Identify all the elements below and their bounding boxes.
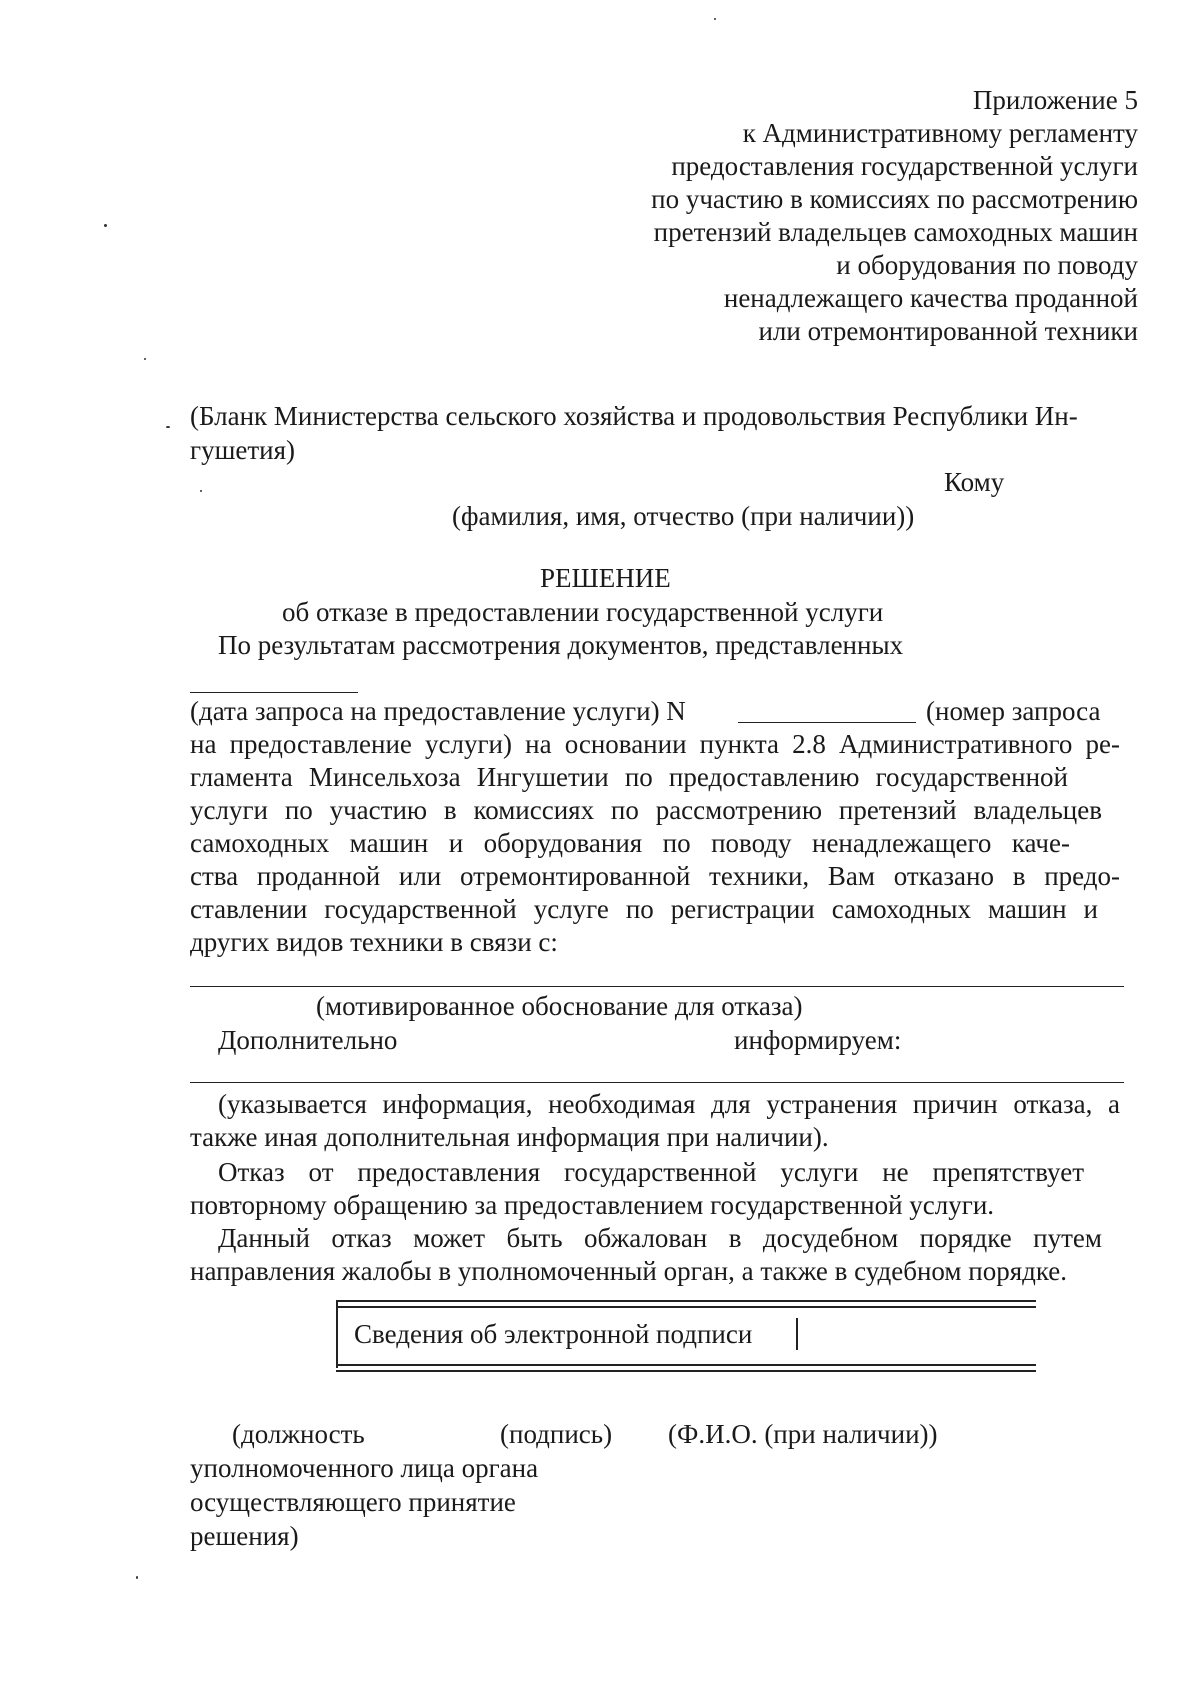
additional-right: информируем: xyxy=(734,1025,902,1055)
signature-label: (подпись) xyxy=(500,1419,613,1449)
recipient-to: Кому xyxy=(944,467,1005,497)
position-line: (должность xyxy=(232,1419,365,1449)
notice-line: повторному обращению за предоставлением государственной услуги. xyxy=(190,1190,995,1220)
reason-hint: (мотивированное обоснование для отказа) xyxy=(316,991,803,1021)
decision-title: РЕШЕНИЕ xyxy=(540,563,671,593)
body-line: на предоставление услуги) на основании пункта 2.8 Административного ре- xyxy=(190,729,1120,759)
scan-speck xyxy=(714,18,716,20)
annex-line: и оборудования по поводу xyxy=(836,250,1138,280)
annex-line: Приложение 5 xyxy=(972,85,1138,115)
decision-subtitle: об отказе в предоставлении государственной услуги xyxy=(282,597,884,627)
appeal-paragraph xyxy=(190,1222,1120,1288)
scan-speck xyxy=(104,224,107,227)
request-number-label: (номер запроса xyxy=(926,696,1101,726)
extra-paragraph xyxy=(190,1088,1120,1154)
position-line: уполномоченного лица органа xyxy=(190,1453,539,1483)
scan-speck xyxy=(200,490,202,492)
date-blank-line xyxy=(190,692,358,693)
annex-line: к Административному регламенту xyxy=(742,118,1138,148)
esign-border xyxy=(336,1364,1036,1366)
esign-border xyxy=(336,1300,338,1368)
body-line: услуги по участию в комиссиях по рассмотрению претензий владельцев xyxy=(190,795,1102,825)
blank-line: гушетия) xyxy=(190,435,296,465)
request-date-label: (дата запроса на предоставление услуги) N xyxy=(190,696,686,726)
position-line: осуществляющего принятие xyxy=(190,1487,516,1517)
reason-blank-line xyxy=(190,986,1124,987)
appeal-line: Данный отказ может быть обжалован в досудебном порядке путем xyxy=(218,1223,1102,1253)
annex-line: или отремонтированной техники xyxy=(758,316,1138,346)
recipient-hint: (фамилия, имя, отчество (при наличии)) xyxy=(452,501,915,531)
fullname-label: (Ф.И.О. (при наличии)) xyxy=(668,1419,938,1449)
annex-line: предоставления государственной услуги xyxy=(671,151,1138,181)
annex-line: претензий владельцев самоходных машин xyxy=(653,217,1138,247)
blank-line: (Бланк Министерства сельского хозяйства и продовольствия Республики Ин- xyxy=(190,401,1078,431)
esign-border xyxy=(336,1370,1036,1372)
additional-left: Дополнительно xyxy=(218,1025,398,1055)
position-line: решения) xyxy=(190,1521,299,1551)
esign-label: Сведения об электронной подписи xyxy=(354,1319,753,1349)
decision-intro: По результатам рассмотрения документов, представленных xyxy=(218,630,904,660)
body-line: гламента Минсельхоза Ингушетии по предоставлению государственной xyxy=(190,762,1068,792)
scan-speck xyxy=(144,358,146,360)
extra-line: также иная дополнительная информация при наличии). xyxy=(190,1122,829,1152)
appeal-line: направления жалобы в уполномоченный орган, а также в судебном порядке. xyxy=(190,1256,1068,1286)
annex-line: ненадлежащего качества проданной xyxy=(723,283,1138,313)
esign-separator xyxy=(796,1318,798,1350)
scan-speck xyxy=(136,1576,138,1579)
additional-blank-line xyxy=(190,1082,1124,1083)
extra-line: (указывается информация, необходимая для устранения причин отказа, а xyxy=(218,1089,1120,1119)
body-line: ства проданной или отремонтированной техники, Вам отказано в предо- xyxy=(190,861,1120,891)
body-line: ставлении государственной услуге по регистрации самоходных машин и xyxy=(190,894,1098,924)
body-paragraph xyxy=(190,728,1120,959)
annex-header xyxy=(518,84,1138,348)
esign-box xyxy=(336,1300,1036,1372)
body-line: других видов техники в связи с: xyxy=(190,927,558,957)
annex-line: по участию в комиссиях по рассмотрению xyxy=(651,184,1138,214)
body-line: самоходных машин и оборудования по поводу ненадлежащего каче- xyxy=(190,828,1070,858)
scan-speck xyxy=(166,426,170,428)
request-number-blank xyxy=(738,722,916,723)
esign-border xyxy=(336,1306,1036,1308)
esign-border xyxy=(336,1300,1036,1302)
notice-line: Отказ от предоставления государственной услуги не препятствует xyxy=(218,1157,1084,1187)
notice-paragraph xyxy=(190,1156,1120,1222)
